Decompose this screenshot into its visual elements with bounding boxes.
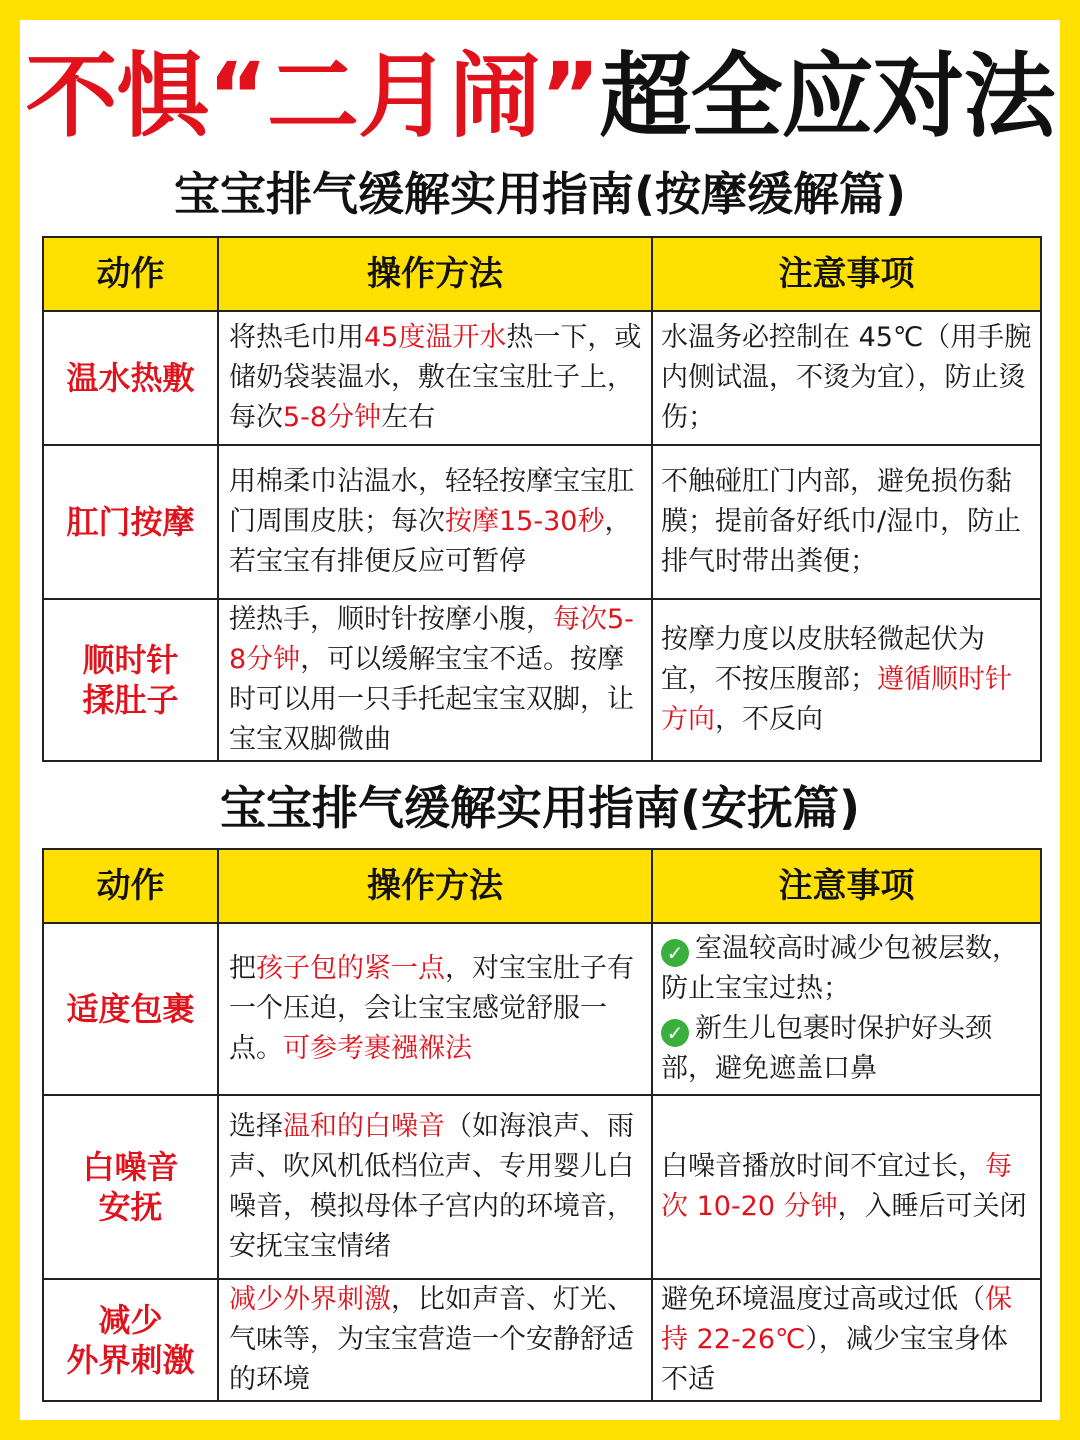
check-circle-icon: ✓ [661, 1019, 689, 1047]
table-row [43, 1279, 1041, 1401]
massage-table [42, 236, 1042, 762]
row-method: 把孩子包的紧一点，对宝宝肚子有一个压迫，会让宝宝感觉舒服一点。可参考裹襁褓法 [218, 923, 652, 1095]
header-method: 操作方法 [218, 849, 652, 923]
row-method: 选择温和的白噪音（如海浪声、雨声、吹风机低档位声、专用婴儿白噪音，模拟母体子宫内的环境音，安抚宝宝情绪 [218, 1095, 652, 1279]
row-action: 白噪音 安抚 [43, 1095, 218, 1279]
row-method: 将热毛巾用45度温开水热一下，或储奶袋装温水，敷在宝宝肚子上，每次5-8分钟左右 [218, 311, 652, 445]
row-method: 搓热手，顺时针按摩小腹，每次5-8分钟，可以缓解宝宝不适。按摩时可以用一只手托起宝宝双脚，让宝宝双脚微曲 [218, 599, 652, 761]
table-header-row [43, 849, 1041, 923]
row-note: 不触碰肛门内部，避免损伤黏膜；提前备好纸巾/湿巾，防止排气时带出粪便； [652, 445, 1041, 599]
row-action: 适度包裹 [43, 923, 218, 1095]
header-method: 操作方法 [218, 237, 652, 311]
page-title [0, 42, 1080, 152]
row-note: 避免环境温度过高或过低（保持 22-26℃），减少宝宝身体不适 [652, 1279, 1041, 1401]
row-note: 白噪音播放时间不宜过长，每次 10-20 分钟，入睡后可关闭 [652, 1095, 1041, 1279]
title-black-part: 超全应对法 [599, 43, 1055, 150]
row-method: 用棉柔巾沾温水，轻轻按摩宝宝肛门周围皮肤；每次按摩15-30秒，若宝宝有排便反应可暂停 [218, 445, 652, 599]
soothing-table [42, 848, 1042, 1402]
row-action: 减少 外界刺激 [43, 1279, 218, 1401]
row-action: 顺时针 揉肚子 [43, 599, 218, 761]
table-row [43, 599, 1041, 761]
header-note: 注意事项 [652, 237, 1041, 311]
section1-subtitle: 宝宝排气缓解实用指南(按摩缓解篇) [173, 167, 907, 221]
table-row [43, 923, 1041, 1095]
row-note: ✓ 室温较高时减少包被层数，防止宝宝过热； ✓ 新生儿包裹时保护好头颈部，避免遮盖口鼻 [652, 923, 1041, 1095]
title-red-part: 不惧“二月闹” [25, 43, 600, 150]
table-row [43, 1095, 1041, 1279]
table-row [43, 311, 1041, 445]
header-note: 注意事项 [652, 849, 1041, 923]
header-action: 动作 [43, 849, 218, 923]
section2-subtitle: 宝宝排气缓解实用指南(安抚篇) [219, 781, 861, 835]
check-circle-icon: ✓ [661, 939, 689, 967]
row-note: 按摩力度以皮肤轻微起伏为宜，不按压腹部；遵循顺时针方向，不反向 [652, 599, 1041, 761]
header-action: 动作 [43, 237, 218, 311]
row-action: 温水热敷 [43, 311, 218, 445]
row-method: 减少外界刺激，比如声音、灯光、气味等，为宝宝营造一个安静舒适的环境 [218, 1279, 652, 1401]
table-header-row [43, 237, 1041, 311]
row-note: 水温务必控制在 45℃（用手腕内侧试温，不烫为宜），防止烫伤； [652, 311, 1041, 445]
table-row [43, 445, 1041, 599]
row-action: 肛门按摩 [43, 445, 218, 599]
